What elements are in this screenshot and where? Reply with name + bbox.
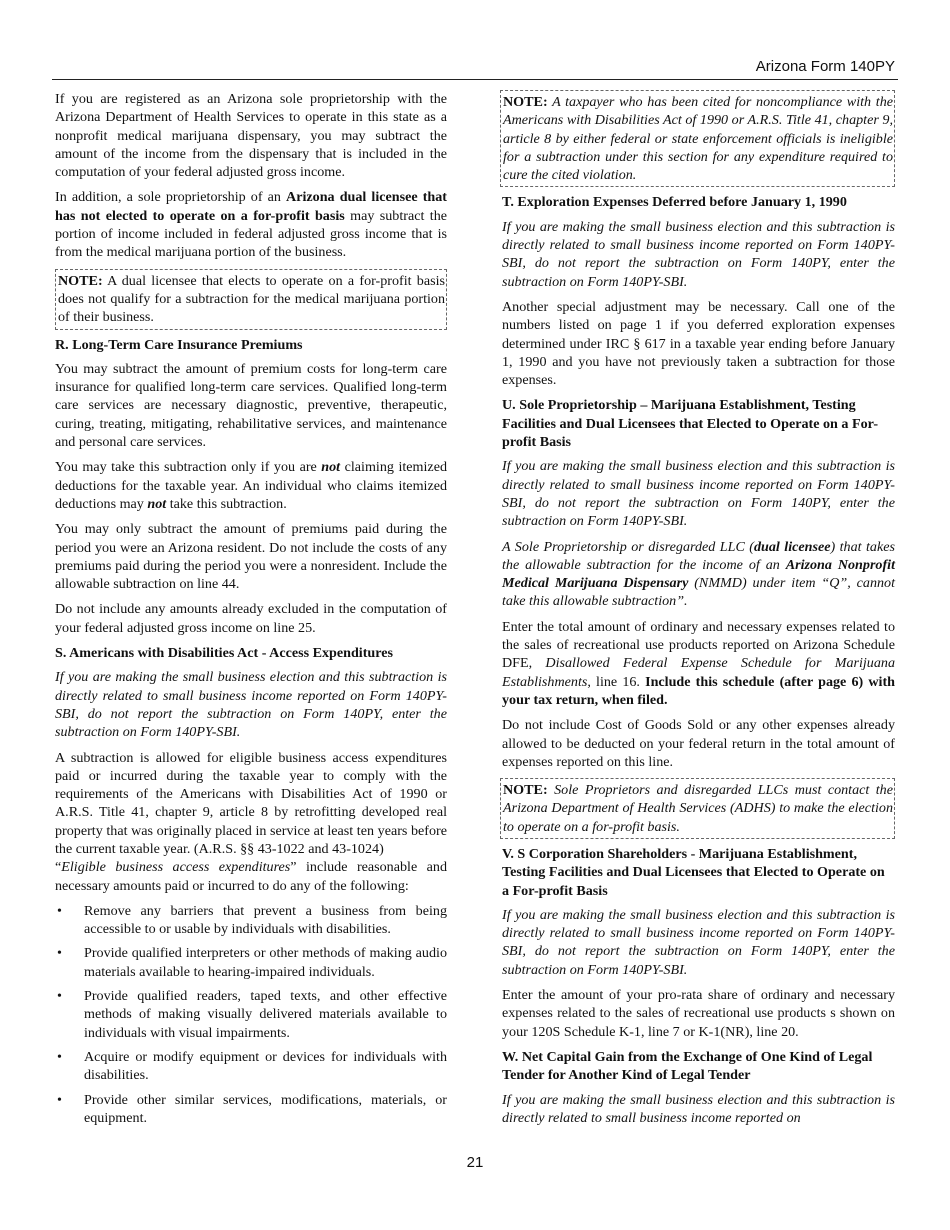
bullet-list	[55, 902, 447, 1127]
list-item: • Provide qualified interpreters or other methods of making audio materials available to hearing-impaired individuals.	[55, 944, 447, 981]
list-item: • Provide other similar services, modifications, materials, or equipment.	[55, 1091, 447, 1128]
section-heading: V. S Corporation Shareholders - Marijuana Establishment, Testing Facilities and Dual Licensees that Elected to Operate on a For-profit Basis	[502, 845, 885, 899]
note-box: NOTE: A taxpayer who has been cited for noncompliance with the Americans with Disabilities Act of 1990 or A.R.S. Title 41, chapter 9, article 8 by either federal or state enforcement officials is ineligible for a subtraction under this section for any expenditure required to cure the cited violation.	[500, 90, 895, 187]
paragraph: If you are making the small business election and this subtraction is directly related to small business income reported on Form 140PY-SBI, do not report the subtraction on Form 140PY, enter the subtraction on Form 140PY-SBI.	[55, 669, 447, 741]
paragraph: If you are making the small business election and this subtraction is directly related to small business income reported on Form 140PY-SBI, do not report the subtraction on Form 140PY, enter the subtraction on Form 140PY-SBI.	[502, 218, 895, 290]
section-heading: T. Exploration Expenses Deferred before January 1, 1990	[502, 194, 847, 211]
paragraph: If you are making the small business election and this subtraction is directly related to small business income reported on	[502, 1091, 895, 1126]
section-heading: W. Net Capital Gain from the Exchange of One Kind of Legal Tender for Another Kind of Legal Tender	[502, 1048, 873, 1084]
paragraph: “Eligible business access expenditures” include reasonable and necessary amounts paid or incurred to do any of the following:	[55, 859, 448, 894]
section-heading: U. Sole Proprietorship – Marijuana Establishment, Testing Facilities and Dual Licensees that Elected to Operate on a For-profit Basis	[502, 397, 879, 451]
paragraph: Do not include any amounts already excluded in the computation of your federal adjusted gross income on line 25.	[55, 601, 447, 636]
paragraph: A subtraction is allowed for eligible business access expenditures paid or incurred during the taxable year to comply with the requirements of the Americans with Disabilities Act of 1990 or A.R.S. Title 41, chapter 9, article 8 by retrofitting developed real property that was originally placed in service at least ten years before the current taxable year. (A.R.S. §§ 43-1022 and 43-1024)	[55, 749, 447, 857]
section-heading: S. Americans with Disabilities Act - Access Expenditures	[55, 645, 393, 662]
paragraph: If you are registered as an Arizona sole proprietorship with the Arizona Department of Health Services to operate in this state as a nonprofit medical marijuana dispensary, you may subtract the amount of the income from the dispensary that is included in the computation of your federal adjusted gross income.	[55, 91, 447, 181]
right-column	[502, 90, 895, 1134]
paragraph: Another special adjustment may be necessary. Call one of the numbers listed on page 1 if you deferred exploration expenses determined under IRC § 617 in a taxable year ending before January 1, 1990 and you have not previously taken a subtraction for those expenses.	[502, 298, 895, 389]
paragraph: You may take this subtraction only if you are not claiming itemized deductions for the taxable year. An individual who claims itemized deductions may not take this subtraction.	[55, 459, 447, 512]
paragraph: If you are making the small business election and this subtraction is directly related to small business income reported on Form 140PY-SBI, do not report the subtraction on Form 140PY, enter the subtraction on Form 140PY-SBI.	[502, 906, 895, 978]
paragraph: If you are making the small business election and this subtraction is directly related to small business income reported on Form 140PY-SBI, do not report the subtraction on Form 140PY, enter the subtraction on Form 140PY-SBI.	[502, 458, 895, 530]
header-rule	[52, 79, 898, 80]
paragraph: You may only subtract the amount of premiums paid during the period you were an Arizona resident. Do not include the costs of any premiums paid during the period you were a nonresident. Include the allowable subtraction on line 44.	[55, 521, 447, 593]
paragraph: You may subtract the amount of premium costs for long-term care insurance for qualified long-term care services. Qualified long-term care services are necessary diagnostic, preventive, therapeutic, curing, treating, mitigating, rehabilitative services, and maintenance and personal care services.	[55, 360, 447, 451]
left-column	[55, 90, 447, 1133]
paragraph: A Sole Proprietorship or disregarded LLC (dual licensee) that takes the allowable subtraction for the income of an Arizona Nonprofit Medical Marijuana Dispensary (NMMD) under item “Q”, cannot take this allowable subtraction”.	[502, 538, 896, 610]
note-box: NOTE: A dual licensee that elects to operate on a for-profit basis does not qualify for a subtraction for the medical marijuana portion of their business.	[55, 269, 447, 330]
paragraph: Enter the amount of your pro-rata share of ordinary and necessary expenses related to the sales of recreational use products s shown on your 120S Schedule K-1, line 7 or K-1(NR), line 20.	[502, 987, 895, 1040]
paragraph: Do not include Cost of Goods Sold or any other expenses already allowed to be deducted on your federal return in the total amount of expenses reported on this line.	[502, 717, 895, 770]
paragraph: In addition, a sole proprietorship of an Arizona dual licensee that has not elected to operate on a for-profit basis may subtract the portion of income included in federal adjusted gross income that is from the medical marijuana portion of the business.	[55, 189, 448, 261]
paragraph: Enter the total amount of ordinary and necessary expenses related to the sales of recreational use products reported on Arizona Schedule DFE, Disallowed Federal Expense Schedule for Marijuana Establishments, line 16. Include this schedule (after page 6) with your tax return, when filed.	[502, 618, 895, 708]
section-heading: R. Long-Term Care Insurance Premiums	[55, 336, 303, 353]
form-title: Arizona Form 140PY	[755, 58, 895, 75]
list-item: • Remove any barriers that prevent a business from being accessible to or usable by individuals with disabilities.	[55, 902, 447, 939]
page-number: 21	[466, 1154, 484, 1171]
note-label: NOTE:	[58, 272, 103, 289]
note-box: NOTE: Sole Proprietors and disregarded LLCs must contact the Arizona Department of Health Services (ADHS) to make the election to operate on a for-profit basis.	[500, 778, 895, 839]
note-label: NOTE:	[503, 782, 548, 799]
note-label: NOTE:	[503, 94, 548, 110]
list-item: • Acquire or modify equipment or devices for individuals with disabilities.	[55, 1048, 447, 1085]
list-item: • Provide qualified readers, taped texts, and other effective methods of making visually delivered materials available to individuals with visual impairments.	[55, 987, 447, 1042]
